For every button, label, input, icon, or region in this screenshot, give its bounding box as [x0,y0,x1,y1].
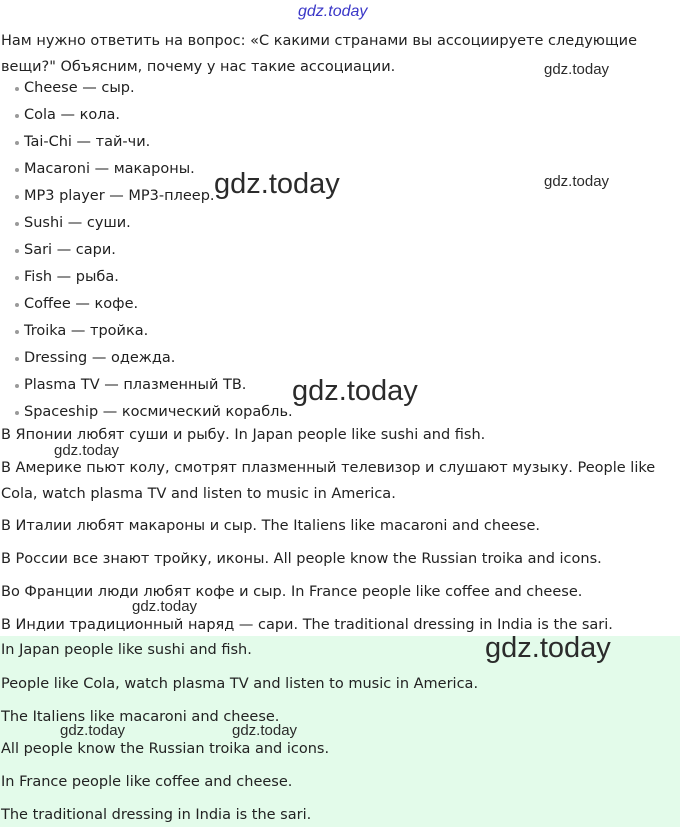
list-item: Coffee — кофе. [0,291,293,318]
watermark: gdz.today [544,173,610,190]
answer-line: The traditional dressing in India is the sari. [1,807,312,823]
watermark: gdz.today [214,168,340,200]
list-item: Cheese — сыр. [0,75,293,102]
answer-line: People like Cola, watch plasma TV and listen to music in America. [1,676,479,692]
list-item: Spaceship — космический корабль. [0,399,293,426]
list-item: MP3 player — MP3-плеер. [0,183,293,210]
paragraph-russia: В России все знают тройку, иконы. All people know the Russian troika and icons. [1,551,602,567]
list-item: Sushi — суши. [0,210,293,237]
paragraph-america: В Америке пьют колу, смотрят плазменный телевизор и слушают музыку. People like Cola, watch plasma TV and listen to music in America. [1,460,656,502]
paragraph-india: В Индии традиционный наряд — сари. The traditional dressing in India is the sari. [1,617,613,633]
paragraph-france: Во Франции люди любят кофе и сыр. In France people like coffee and cheese. [1,584,583,600]
list-item: Dressing — одежда. [0,345,293,372]
watermark: gdz.today [292,375,418,407]
watermark: gdz.today [60,722,126,739]
answer-line: In Japan people like sushi and fish. [1,642,252,658]
list-item: Cola — кола. [0,102,293,129]
list-item: Plasma TV — плазменный ТВ. [0,372,293,399]
answer-line: All people know the Russian troika and icons. [1,741,330,757]
watermark: gdz.today [132,598,198,615]
watermark: gdz.today [54,442,120,459]
list-item: Tai-Chi — тай-чи. [0,129,293,156]
watermark: gdz.today [485,632,611,664]
items-list [0,75,293,426]
list-item: Fish — рыба. [0,264,293,291]
list-item: Sari — сари. [0,237,293,264]
list-item: Troika — тройка. [0,318,293,345]
intro-text: Нам нужно ответить на вопрос: «С какими странами вы ассоциируете следующие вещи?" Объясним, почему у нас такие ассоциации. [1,33,638,75]
paragraph-japan: В Японии любят суши и рыбу. In Japan people like sushi and fish. [1,427,486,443]
answer-line: The Italiens like macaroni and cheese. [1,709,280,725]
watermark: gdz.today [232,722,298,739]
watermark: gdz.today [298,3,368,20]
paragraph-italy: В Италии любят макароны и сыр. The Italiens like macaroni and cheese. [1,518,541,534]
list-item: Macaroni — макароны. [0,156,293,183]
answer-line: In France people like coffee and cheese. [1,774,293,790]
watermark: gdz.today [544,61,610,78]
